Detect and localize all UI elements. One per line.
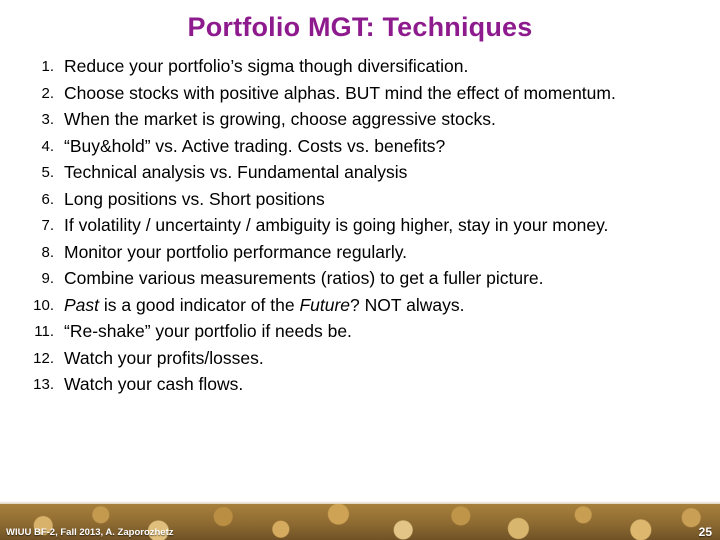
list-item-number: 9. (41, 270, 54, 287)
list-item (14, 295, 704, 317)
list-item-text: Monitor your portfolio performance regularly. (64, 241, 408, 262)
list-item (14, 83, 704, 105)
list-item-text: When the market is growing, choose aggressive stocks. (64, 109, 496, 129)
list-item-text: If volatility / uncertainty / ambiguity is going higher, stay in your money. (64, 215, 609, 235)
list-item (14, 321, 704, 343)
list-item-number: 5. (41, 164, 54, 181)
list-item-text: Long positions vs. Short positions (64, 188, 325, 209)
footer-page-number: 25 (698, 525, 712, 539)
list-item-text: Technical analysis vs. Fundamental analysis (64, 162, 408, 182)
list-item (14, 374, 704, 396)
list-item-text: Past is a good indicator of the Future? NOT always. (64, 294, 465, 315)
list-item-number: 6. (41, 190, 54, 208)
list-item-number: 8. (41, 243, 54, 261)
list-item-text: Choose stocks with positive alphas. BUT mind the effect of momentum. (64, 82, 616, 103)
list-item (14, 109, 704, 131)
list-item-text: Combine various measurements (ratios) to get a fuller picture. (64, 268, 544, 288)
list-item-number: 4. (41, 137, 54, 155)
list-item-number: 11. (34, 323, 54, 340)
list-item (14, 215, 704, 237)
list-item (14, 162, 704, 184)
footer-course-label: WIUU BF-2, Fall 2013, A. Zaporozhetz (6, 527, 174, 538)
list-item-text: Watch your profits/losses. (64, 347, 264, 368)
list-item-text: Reduce your portfolio’s sigma though diversification. (64, 56, 469, 76)
list-item-text: Watch your cash flows. (64, 374, 244, 394)
list-item-text: “Re-shake” your portfolio if needs be. (64, 321, 352, 341)
list-item (14, 56, 704, 78)
list-item (14, 268, 704, 290)
list-item-number: 10. (33, 296, 54, 314)
list-item (14, 348, 704, 370)
list-item-number: 7. (41, 217, 54, 234)
list-item-number: 2. (41, 84, 54, 102)
list-item (14, 136, 704, 158)
list-item-number: 1. (41, 58, 54, 75)
coins-image (0, 504, 720, 540)
list-item-number: 3. (41, 111, 54, 128)
list-item-number: 12. (33, 349, 54, 367)
techniques-list (14, 56, 704, 401)
page-title: Portfolio MGT: Techniques (187, 12, 533, 42)
list-item-text: “Buy&hold” vs. Active trading. Costs vs. benefits? (64, 135, 446, 156)
list-item-number: 13. (33, 376, 54, 393)
list-item (14, 242, 704, 264)
list-item (14, 189, 704, 211)
